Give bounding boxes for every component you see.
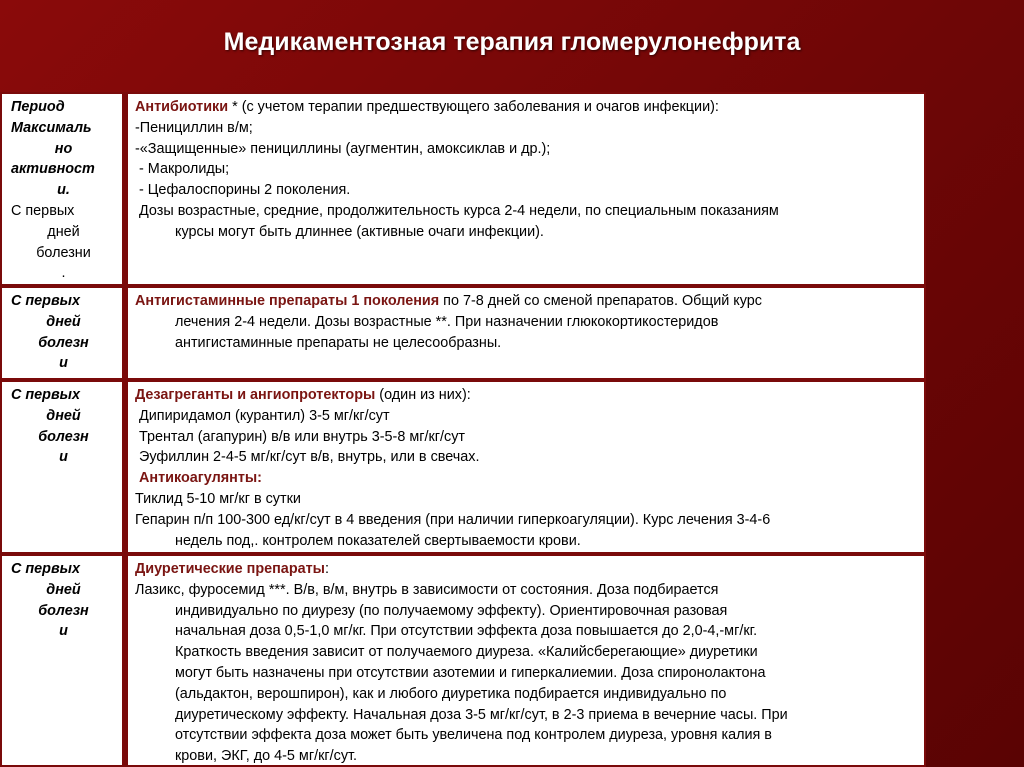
period-text: С первых bbox=[11, 293, 80, 309]
table-row bbox=[0, 286, 926, 380]
period-text: и bbox=[59, 449, 68, 466]
period-text: С первых bbox=[11, 561, 80, 577]
period-cell bbox=[0, 286, 124, 380]
period-text: болезн bbox=[38, 602, 89, 619]
therapy-line: -«Защищенные» пенициллины (аугментин, амоксиклав и др.); bbox=[135, 140, 551, 157]
therapy-line: -Пенициллин в/м; bbox=[135, 119, 253, 136]
therapy-line: начальная доза 0,5-1,0 мг/кг. При отсутствии эффекта доза повышается до 2,0-4,-мг/кг. bbox=[175, 623, 758, 640]
therapy-line: отсутствии эффекта доза может быть увеличена под контролем диуреза, уровня калия в bbox=[175, 727, 772, 744]
section-heading: Антигистаминные препараты 1 поколения bbox=[135, 293, 440, 309]
heading-note: : bbox=[324, 561, 329, 577]
therapy-line: Дипиридамол (курантил) 3-5 мг/кг/сут bbox=[139, 407, 390, 424]
period-text: дней bbox=[47, 223, 80, 240]
period-text: Период bbox=[11, 99, 65, 115]
section-heading: Дезагреганты и ангиопротекторы bbox=[135, 387, 376, 403]
heading-note: (один из них): bbox=[375, 387, 471, 403]
therapy-line: Эуфиллин 2-4-5 мг/кг/сут в/в, внутрь, или в свечах. bbox=[139, 449, 480, 466]
period-text: болезн bbox=[38, 428, 89, 445]
table-row bbox=[0, 92, 926, 286]
section-heading: Диуретические препараты bbox=[135, 561, 325, 577]
period-text: и bbox=[59, 355, 68, 372]
therapy-line: лечения 2-4 недели. Дозы возрастные **. При назначении глюкокортикостеридов bbox=[175, 313, 719, 330]
period-text: дней bbox=[46, 313, 81, 330]
period-text: но bbox=[54, 140, 73, 157]
therapy-line: диуретическому эффекту. Начальная доза 3-5 мг/кг/сут, в 2-3 приема в вечерние часы. При bbox=[175, 706, 788, 723]
period-text: С первых bbox=[11, 387, 80, 403]
period-text: С первых bbox=[11, 202, 75, 219]
therapy-line: могут быть назначены при отсутствии азотемии и гиперкалиемии. Доза спиронолактона bbox=[175, 664, 766, 681]
therapy-cell bbox=[124, 92, 926, 286]
therapy-cell bbox=[124, 286, 926, 380]
period-cell bbox=[0, 554, 124, 767]
period-text: болезни bbox=[36, 244, 91, 261]
therapy-line: Гепарин п/п 100-300 ед/кг/сут в 4 введения (при наличии гиперкоагуляции). Курс лечения 3-4-6 bbox=[135, 511, 771, 528]
period-text: болезн bbox=[38, 334, 89, 351]
therapy-cell bbox=[124, 380, 926, 554]
therapy-cell bbox=[124, 554, 926, 767]
period-text: активност bbox=[11, 161, 95, 178]
therapy-line: антигистаминные препараты не целесообразны. bbox=[175, 334, 502, 351]
therapy-line: (альдактон, верошпирон), как и любого диуретика подбирается индивидуально по bbox=[175, 685, 727, 702]
therapy-line: Лазикс, фуросемид ***. В/в, в/м, внутрь в зависимости от состояния. Доза подбирается bbox=[135, 581, 719, 598]
therapy-line: Тиклид 5-10 мг/кг в сутки bbox=[135, 490, 301, 507]
table-row bbox=[0, 380, 926, 554]
therapy-line: недель под,. контролем показателей свертываемости крови. bbox=[175, 532, 581, 549]
period-text: дней bbox=[46, 407, 81, 424]
section-heading: Антибиотики bbox=[135, 99, 229, 115]
period-text: дней bbox=[46, 581, 81, 598]
therapy-line: - Цефалоспорины 2 поколения. bbox=[139, 182, 351, 199]
therapy-line: курсы могут быть длиннее (активные очаги инфекции). bbox=[175, 223, 544, 240]
heading-note: * (с учетом терапии предшествующего заболевания и очагов инфекции): bbox=[228, 99, 719, 115]
slide-title: Медикаментозная терапия гломерулонефрита bbox=[223, 28, 801, 56]
therapy-line: Дозы возрастные, средние, продолжительность курса 2-4 недели, по специальным показаниям bbox=[139, 202, 779, 219]
period-text: Максималь bbox=[11, 119, 92, 136]
period-text: и. bbox=[57, 182, 70, 199]
period-cell bbox=[0, 92, 124, 286]
period-cell bbox=[0, 380, 124, 554]
heading-note: по 7-8 дней со сменой препаратов. Общий курс bbox=[439, 293, 762, 309]
section-heading: Антикоагулянты: bbox=[139, 470, 262, 487]
therapy-line: крови, ЭКГ, до 4-5 мг/кг/сут. bbox=[175, 748, 358, 765]
period-text: . bbox=[61, 265, 66, 282]
therapy-line: Краткость введения зависит от получаемого диуреза. «Калийсберегающие» диуретики bbox=[175, 644, 758, 661]
therapy-line: Трентал (агапурин) в/в или внутрь 3-5-8 мг/кг/сут bbox=[139, 428, 465, 445]
period-text: и bbox=[59, 623, 68, 640]
therapy-line: индивидуально по диурезу (по получаемому эффекту). Ориентировочная разовая bbox=[175, 602, 728, 619]
therapy-line: - Макролиды; bbox=[139, 161, 230, 178]
table-row bbox=[0, 554, 926, 767]
